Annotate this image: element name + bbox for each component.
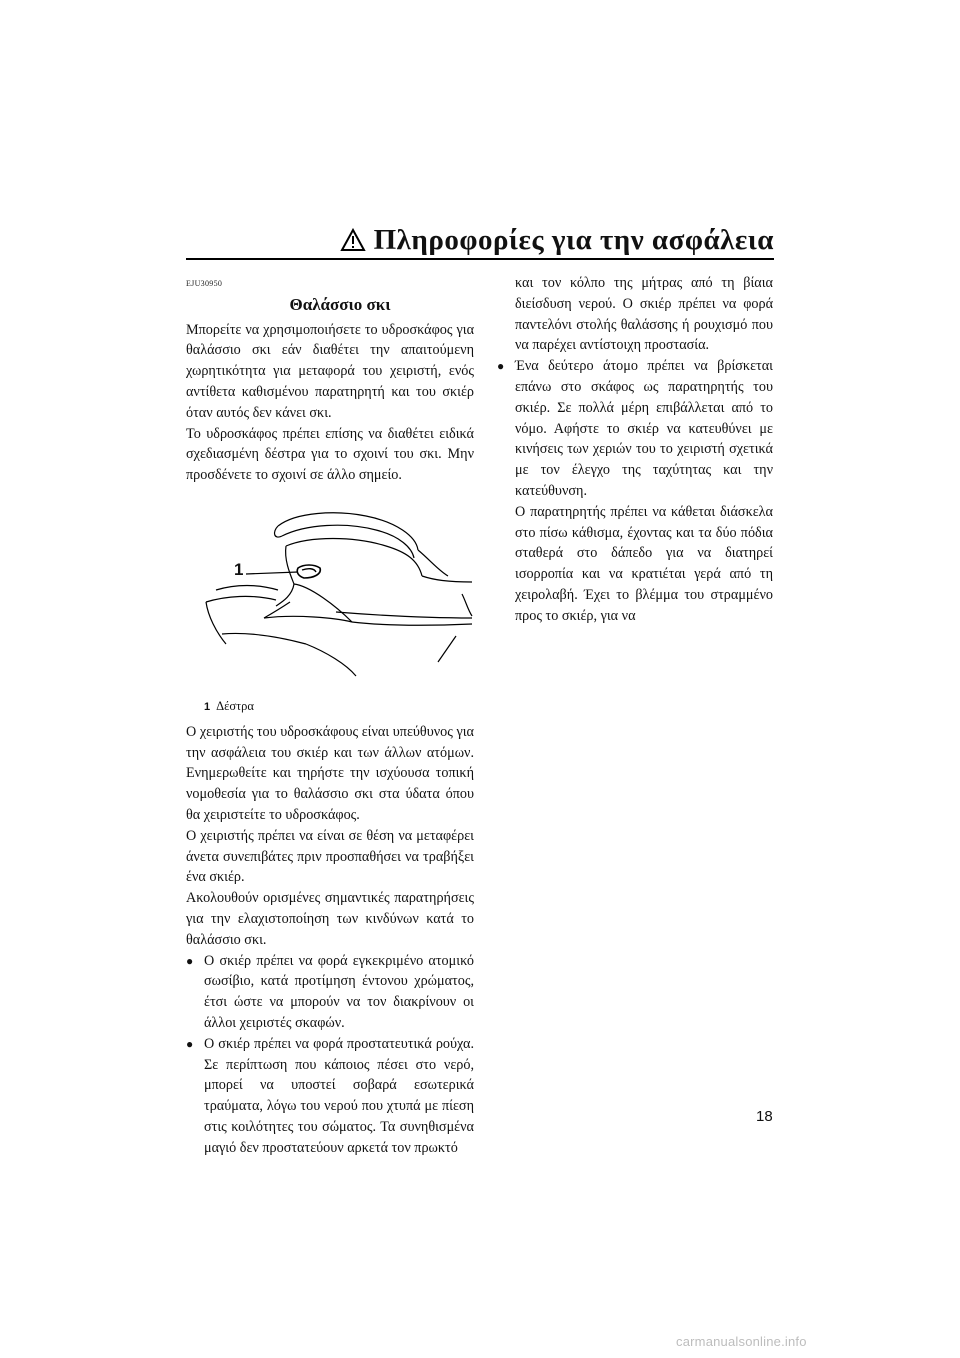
left-column	[186, 274, 474, 1159]
page-header	[186, 222, 774, 258]
paragraph: Ο παρατηρητής πρέπει να κάθεται διάσκελα στο πίσω κάθισμα, έχοντας και τα δύο πόδια σταθερά στο δάπεδο για να διατηρεί ισορροπία και να κρατιέται γερά από τη χειρολαβή. Έχει το βλέμμα του στραμμένο προς το σκιέρ, για να	[515, 503, 773, 624]
warning-triangle-icon	[340, 228, 366, 252]
page-number: 18	[756, 1108, 773, 1125]
section-title: Θαλάσσιο σκι	[289, 294, 391, 314]
figure-callout-number: 1	[234, 559, 244, 579]
header-rule	[186, 258, 774, 260]
bullet-dot-icon: ●	[186, 1036, 194, 1051]
watercraft-illustration	[186, 506, 474, 692]
paragraph: Ο χειριστής του υδροσκάφους είναι υπεύθυνος για την ασφάλεια του σκιέρ και των άλλων ατόμων. Ενημερωθείτε και τηρήστε την ισχύουσα τοπική νομοθεσία για το θαλάσσιο σκι στα ύδατα όπου θα χειριστείτε το υδροσκάφος.	[186, 723, 474, 823]
list-item: ● Ο σκιέρ πρέπει να φορά προστατευτικά ρούχα. Σε περίπτωση που κάποιος πέσει στο νερό, μπορεί να υποστεί σοβαρά εσωτερικά τραύματα, λόγω του νερού που χτυπά με πίεση στις κοιλότητες του σώματος. Τα συνηθισμένα μαγιό δεν προστατεύουν αρκετά τον πρωκτό	[186, 1034, 474, 1159]
paragraph: Ακολουθούν ορισμένες σημαντικές παρατηρήσεις για την ελαχιστοποίηση των κινδύνων κατά το θαλάσσιο σκι.	[186, 890, 474, 948]
watermark: carmanualsonline.info	[676, 1334, 807, 1349]
caption-number: 1	[204, 700, 211, 713]
section-code: EJU30950	[186, 279, 223, 288]
header-title: Πληροφορίες για την ασφάλεια	[373, 223, 774, 256]
figure-tow-hook	[186, 506, 474, 692]
caption-text: Δέστρα	[216, 698, 254, 713]
figure-caption	[204, 696, 474, 718]
paragraph: Το υδροσκάφος πρέπει επίσης να διαθέτει ειδικά σχεδιασμένη δέστρα για το σχοινί του σκι. Μην προσδένετε το σχοινί σε άλλο σημείο.	[186, 425, 474, 484]
paragraph-continuation: και τον κόλπο της μήτρας από τη βίαια διείσδυση νερού. Ο σκιέρ πρέπει να φορά παντελόνι στολής θαλάσσης ή ρουχισμό που να παρέχει αντίστοιχη προστασία.	[515, 275, 773, 354]
right-column	[497, 273, 773, 627]
list-item: ● Ο σκιέρ πρέπει να φορά εγκεκριμένο ατομικό σωσίβιο, κατά προτίμηση έντονου χρώματος, έτσι ώστε να μπορούν να τον διακρίνουν οι άλλοι χειριστές σκαφών.	[186, 951, 474, 1034]
paragraph: Μπορείτε να χρησιμοποιήσετε το υδροσκάφος για θαλάσσιο σκι εάν διαθέτει την απαιτούμενη χωρητικότητα για μεταφορά του χειριστή, ενός αντίθετα καθισμένου παρατηρητή και του σκιέρ όταν αυτός δεν κάνει σκι.	[186, 321, 474, 421]
bullet-dot-icon: ●	[186, 953, 194, 968]
list-item: ● Ένα δεύτερο άτομο πρέπει να βρίσκεται επάνω στο σκάφος ως παρατηρητής του σκιέρ. Σε πολλά μέρη επιβάλλεται από το νόμο. Αφήστε το σκιέρ να κατευθύνει με κινήσεις των χεριών του το χειριστή σχετικά με τον έλεγχο της ταχύτητας και την κατεύθυνση.	[497, 356, 773, 502]
bullet-dot-icon: ●	[497, 359, 505, 374]
paragraph: Ο χειριστής πρέπει να είναι σε θέση να μεταφέρει άνετα συνεπιβάτες πριν προσπαθήσει να τραβήξει ένα σκιέρ.	[186, 827, 474, 886]
